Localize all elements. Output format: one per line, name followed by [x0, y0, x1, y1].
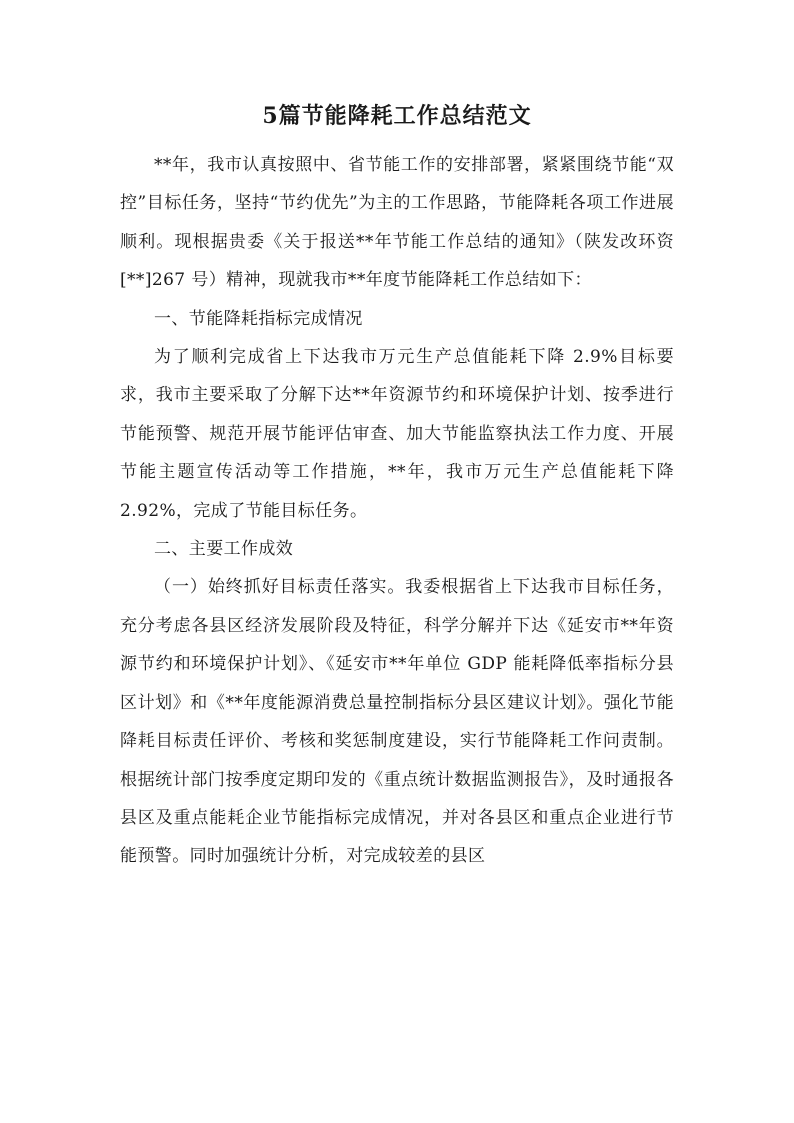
section-2-paragraph: （一）始终抓好目标责任落实。我委根据省上下达我市目标任务，充分考虑各县区经济发展阶段及特征，科学分解并下达《延安市**年资源节约和环境保护计划》、《延安市**年单位 GDP 能耗降低率指标分县区计划》和《**年度能源消费总量控制指标分县区建议计划》。强化节能降耗目标责任评价、考核和奖惩制度建设，实行节能降耗工作问责制。根据统计部门按季度定期印发的《重点统计数据监测报告》，及时通报各县区及重点能耗企业节能指标完成情况，并对各县区和重点企业进行节能预警。同时加强统计分析，对完成较差的县区 — [120, 577, 674, 867]
section-2-heading: 二、主要工作成效 — [154, 539, 294, 560]
document-title: 5篇节能降耗工作总结范文 — [262, 103, 532, 129]
section-1-paragraph: 为了顺利完成省上下达我市万元生产总值能耗下降 2.9%目标要求，我市主要采取了分解下达**年资源节约和环境保护计划、按季进行节能预警、规范开展节能评估审查、加大节能监察执法工作力度、开展节能主题宣传活动等工作措施，**年，我市万元生产总值能耗下降 2.92%，完成了节能目标任务。 — [120, 347, 674, 521]
section-1-heading: 一、节能降耗指标完成情况 — [154, 308, 363, 329]
intro-paragraph: **年，我市认真按照中、省节能工作的安排部署，紧紧围绕节能“双控”目标任务，坚持“节约优先”为主的工作思路，节能降耗各项工作进展顺利。现根据贵委《关于报送**年节能工作总结的通知》（陕发改环资[**]267 号）精神，现就我市**年度节能降耗工作总结如下： — [120, 155, 674, 291]
